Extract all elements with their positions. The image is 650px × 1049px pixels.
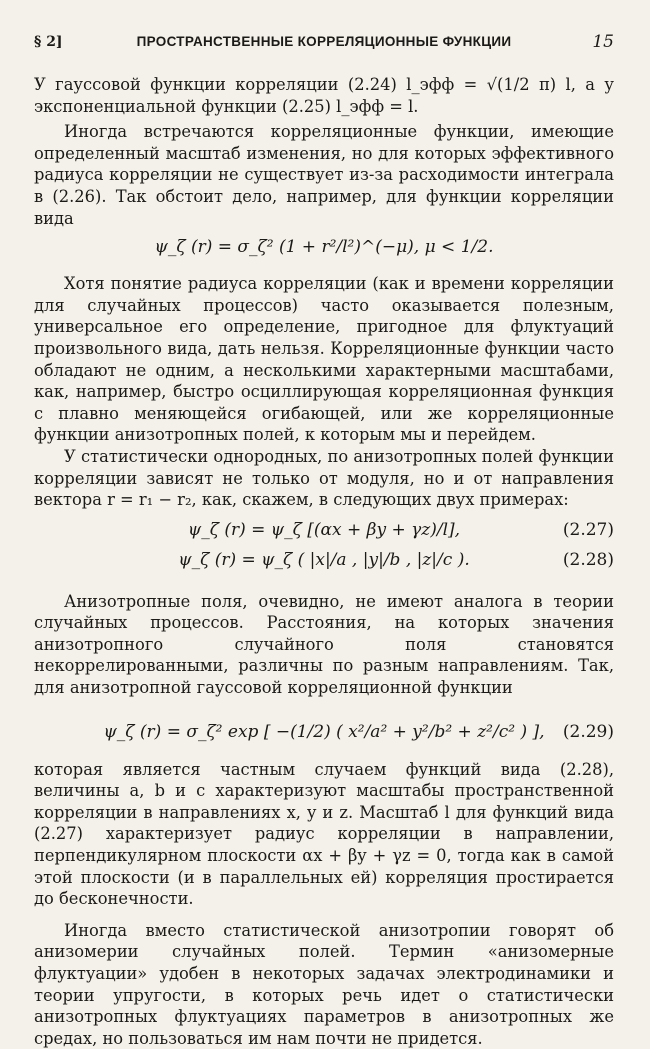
paragraph-6: которая является частным случаем функций вида (2.28), величины a, b и c характеризуют масштабы пространственной корреляции в направлениях x, y и z. Масштаб l для функций вида (2.27) характеризует радиус корреляции в направлении, перпендикулярном плоскости αx + βy + γz = 0, тогда как в самой этой плоскости (и в параллельных ей) корреляция простирается до бесконечности. <box>34 759 614 909</box>
paragraph-7: Иногда вместо статистической анизотропии говорят об анизомерии случайных полей. Термин «анизомерные флуктуации» удобен в некоторых задачах электродинамики и теории упругости, в которых речь идет о статистически анизотропных флуктуациях параметров в анизотропных же средах, но пользоваться им нам почти не придется. <box>34 920 614 1048</box>
paragraph-2: Иногда встречаются корреляционные функции, имеющие определенный масштаб изменения, но для которых эффективного радиуса корреляции не существует из-за расходимости интеграла в (2.26). Так обстоит дело, например, для функции корреляции вида <box>34 122 614 228</box>
equation-2-29-label: (2.29) <box>562 721 614 742</box>
running-header <box>34 26 614 54</box>
page-number: 15 <box>592 32 614 52</box>
equation-2-29 <box>34 715 614 749</box>
equation-power-law-body: ψ_ζ (r) = σ_ζ² (1 + r²/l²)^(−μ), μ < 1/2. <box>154 237 494 258</box>
equation-2-27 <box>34 517 614 543</box>
equation-2-29-body: ψ_ζ (r) = σ_ζ² exp [ −(1/2) ( x²/a² + y²/b² + z²/c² ) ], <box>103 721 545 742</box>
paragraph-3: Хотя понятие радиуса корреляции (как и времени корреляции для случайных процессов) часто оказывается полезным, универсальное его определение, пригодное для флуктуаций произвольного вида, дать нельзя. Корреляционные функции часто обладают не одним, а несколькими характерными масштабами, как, например, быстро осциллирующая корреляционная функция с плавно меняющейся огибающей, или же корреляционные функции анизотропных полей, к которым мы и перейдем. <box>34 274 614 445</box>
equation-2-27-body: ψ_ζ (r) = ψ_ζ [(αx + βy + γz)/l], <box>187 519 461 540</box>
equation-2-28-label: (2.28) <box>562 549 614 570</box>
equation-power-law <box>34 234 614 260</box>
paragraph-5: Анизотропные поля, очевидно, не имеют аналога в теории случайных процессов. Расстояния, на которых значения анизотропного случайного поля становятся некоррелированными, различны по разным направлениям. Так, для анизотропной гауссовой корреляционной функции <box>34 591 614 698</box>
paragraph-4: У статистически однородных, по анизотропных полей функции корреляции зависят не только от модуля, но и от направления вектора r = r₁ − r₂, как, скажем, в следующих двух примерах: <box>34 446 614 510</box>
page-body <box>34 74 614 1049</box>
equation-2-28-body: ψ_ζ (r) = ψ_ζ ( |x|/a , |y|/b , |z|/c ). <box>178 549 470 570</box>
equation-2-27-label: (2.27) <box>562 519 614 540</box>
running-title: ПРОСТРАНСТВЕННЫЕ КОРРЕЛЯЦИОННЫЕ ФУНКЦИИ <box>136 34 512 49</box>
paragraph-1: У гауссовой функции корреляции (2.24) l_эфф = √(1/2 π) l, а у экспоненциальной функции (2.25) l_эфф = l. <box>34 75 614 116</box>
equation-2-28 <box>34 545 614 575</box>
section-mark: § 2] <box>34 34 63 50</box>
